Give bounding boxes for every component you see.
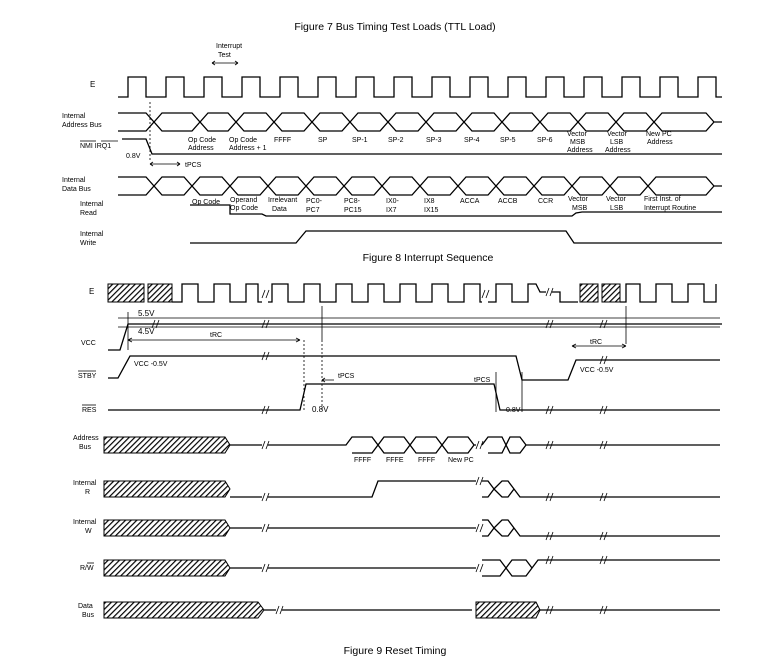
fig8-internal-read-label-1: Internal — [80, 201, 104, 208]
fig9-internal-w-hatch — [104, 520, 230, 536]
fig9-address-bus-label-1: Address — [73, 435, 99, 442]
fig8-internal-write-label-2: Write — [80, 240, 97, 247]
fig9-vcc-minus-right: VCC -0.5V — [580, 367, 614, 374]
addr-opcode1-1: Op Code — [229, 137, 258, 144]
fig8-internal-read-label-2: Read — [80, 210, 97, 217]
fig8-internal-address-bus-label-2: Address Bus — [62, 122, 102, 129]
fig9-internal-r-label-2: R — [85, 489, 91, 496]
data-ix0-2: IX7 — [386, 207, 397, 214]
addr-sp2: SP-2 — [388, 137, 404, 144]
fig9-rw-hatch — [104, 560, 230, 576]
interrupt-test-label-line2: Test — [218, 52, 231, 59]
fig9-address-bus-waveform — [230, 437, 720, 453]
interrupt-test-arrow — [212, 61, 238, 65]
data-vector-msb-2: MSB — [572, 205, 588, 212]
fig8-internal-data-bus-label-2: Data Bus — [62, 186, 91, 193]
fig9-data-bus-label-2: Bus — [82, 612, 95, 619]
data-pc0-2: PC7 — [306, 207, 320, 214]
fig9-e-hatch-2 — [148, 284, 172, 302]
addr-newpc-2: Address — [647, 139, 673, 146]
fig9-addr-ffff-2: FFFF — [418, 457, 436, 464]
data-pc8-1: PC8- — [344, 198, 360, 205]
addr-sp5: SP-5 — [500, 137, 516, 144]
data-vector-lsb-1: Vector — [606, 196, 626, 203]
data-operand: Operand — [230, 197, 258, 204]
addr-vector-lsb-3: Address — [605, 147, 631, 154]
fig9-tpcs-right-label: tPCS — [474, 377, 491, 384]
fig9-trc-left-label: tRC — [210, 332, 223, 339]
figure-7-caption: Figure 7 Bus Timing Test Loads (TTL Load) — [294, 21, 496, 33]
data-acca: ACCA — [460, 198, 480, 205]
fig9-internal-r-waveform — [230, 481, 720, 497]
fig8-address-bus-waveform — [118, 113, 722, 131]
data-first-inst-1: First Inst. of — [644, 196, 681, 203]
fig9-res-label: RES — [82, 407, 97, 414]
fig9-rw-waveform — [230, 560, 720, 576]
fig8-data-labels — [192, 196, 696, 214]
fig9-internal-r-hatch — [104, 481, 230, 497]
interrupt-test-label-line1: Interrupt — [216, 43, 243, 50]
figure-8-caption: Figure 8 Interrupt Sequence — [362, 252, 494, 264]
fig9-internal-w-label-2: W — [85, 528, 92, 535]
fig8-internal-read-waveform — [190, 205, 722, 216]
figure-8-interrupt-sequence — [62, 43, 722, 247]
fig9-e-clock-waveform — [172, 284, 578, 302]
addr-vector-msb-1: Vector — [567, 131, 587, 138]
data-irrelevant-1: Irrelevant — [268, 197, 298, 204]
data-accb: ACCB — [498, 198, 518, 205]
data-opcode: Op Code — [192, 199, 221, 206]
data-ix8-2: IX15 — [424, 207, 439, 214]
addr-ffff: FFFF — [274, 137, 292, 144]
figure-9-reset-timing — [73, 284, 722, 619]
data-pc8-2: PC15 — [344, 207, 362, 214]
fig9-e-hatch-1 — [108, 284, 144, 302]
fig9-45v-label: 4.5V — [138, 327, 155, 336]
addr-vector-lsb-1: Vector — [607, 131, 627, 138]
data-vector-lsb-2: LSB — [610, 205, 624, 212]
addr-opcode-2: Address — [188, 145, 214, 152]
fig8-e-label: E — [90, 80, 96, 89]
data-first-inst-2: Interrupt Routine — [644, 205, 697, 212]
fig9-data-bus-hatch-2 — [476, 602, 540, 618]
fig9-data-bus-label-1: Data — [78, 603, 93, 610]
fig9-rw-label: R/W — [80, 565, 94, 572]
fig9-internal-w-waveform — [230, 520, 720, 536]
fig9-internal-w-label-1: Internal — [73, 519, 97, 526]
fig8-internal-address-bus-label-1: Internal — [62, 113, 86, 120]
fig8-08v-label: 0.8V — [126, 153, 141, 160]
data-ccr: CCR — [538, 198, 554, 205]
fig9-55v-label: 5.5V — [138, 309, 155, 318]
addr-vector-msb-2: MSB — [570, 139, 586, 146]
data-operand-opcode: Op Code — [230, 205, 259, 212]
fig9-addr-newpc: New PC — [448, 457, 474, 464]
data-irrelevant-2: Data — [272, 206, 287, 213]
fig8-nmi-irq-label: NMI IRQ1 — [80, 143, 112, 150]
fig9-addr-fffe: FFFE — [386, 457, 404, 464]
fig9-address-bus-hatch — [104, 437, 230, 453]
fig9-addr-ffff-1: FFFF — [354, 457, 372, 464]
addr-sp1: SP-1 — [352, 137, 368, 144]
fig8-address-labels — [188, 131, 673, 154]
fig9-e-hatch-3 — [580, 284, 598, 302]
addr-vector-msb-3: Address — [567, 147, 593, 154]
addr-sp6: SP-6 — [537, 137, 553, 144]
addr-vector-lsb-2: LSB — [610, 139, 624, 146]
data-ix8-1: IX8 — [424, 198, 435, 205]
addr-sp: SP — [318, 137, 328, 144]
fig9-internal-r-label-1: Internal — [73, 480, 97, 487]
fig9-tpcs-left-arrow — [322, 378, 334, 382]
figure-9-caption: Figure 9 Reset Timing — [343, 645, 447, 657]
fig9-address-bus-label-2: Bus — [79, 444, 92, 451]
fig9-vcc-label: VCC — [81, 340, 96, 347]
fig8-internal-data-bus-label-1: Internal — [62, 177, 86, 184]
fig8-data-bus-waveform — [118, 177, 722, 195]
fig9-e-hatch-4 — [602, 284, 620, 302]
fig8-tpcs-arrow — [150, 162, 180, 166]
fig9-data-bus-hatch-1 — [104, 602, 264, 618]
fig8-e-clock-waveform — [118, 77, 722, 97]
addr-opcode-1: Op Code — [188, 137, 217, 144]
fig8-internal-write-waveform — [190, 231, 722, 243]
addr-sp4: SP-4 — [464, 137, 480, 144]
fig8-tpcs-label: tPCS — [185, 162, 202, 169]
data-ix0-1: IX0- — [386, 198, 399, 205]
fig9-stby-waveform — [108, 356, 720, 380]
fig9-e-label: E — [89, 287, 95, 296]
fig9-vcc-minus-left: VCC -0.5V — [134, 361, 168, 368]
fig9-tpcs-left-label: tPCS — [338, 373, 355, 380]
fig9-vcc-waveform — [108, 324, 722, 350]
fig9-e-break-marks — [262, 288, 553, 298]
data-pc0-1: PC0- — [306, 198, 322, 205]
data-vector-msb-1: Vector — [568, 196, 588, 203]
addr-sp3: SP-3 — [426, 137, 442, 144]
addr-opcode1-2: Address + 1 — [229, 145, 267, 152]
fig9-08v-right: 0.8V — [506, 407, 521, 414]
fig9-res-waveform — [108, 384, 720, 410]
fig9-08v-left: 0.8V — [312, 405, 329, 414]
addr-newpc-1: New PC — [646, 131, 672, 138]
fig8-internal-write-label-1: Internal — [80, 231, 104, 238]
fig9-trc-right-label: tRC — [590, 339, 603, 346]
fig9-stby-label: STBY — [78, 373, 97, 380]
fig9-e-clock-tail — [620, 284, 716, 302]
